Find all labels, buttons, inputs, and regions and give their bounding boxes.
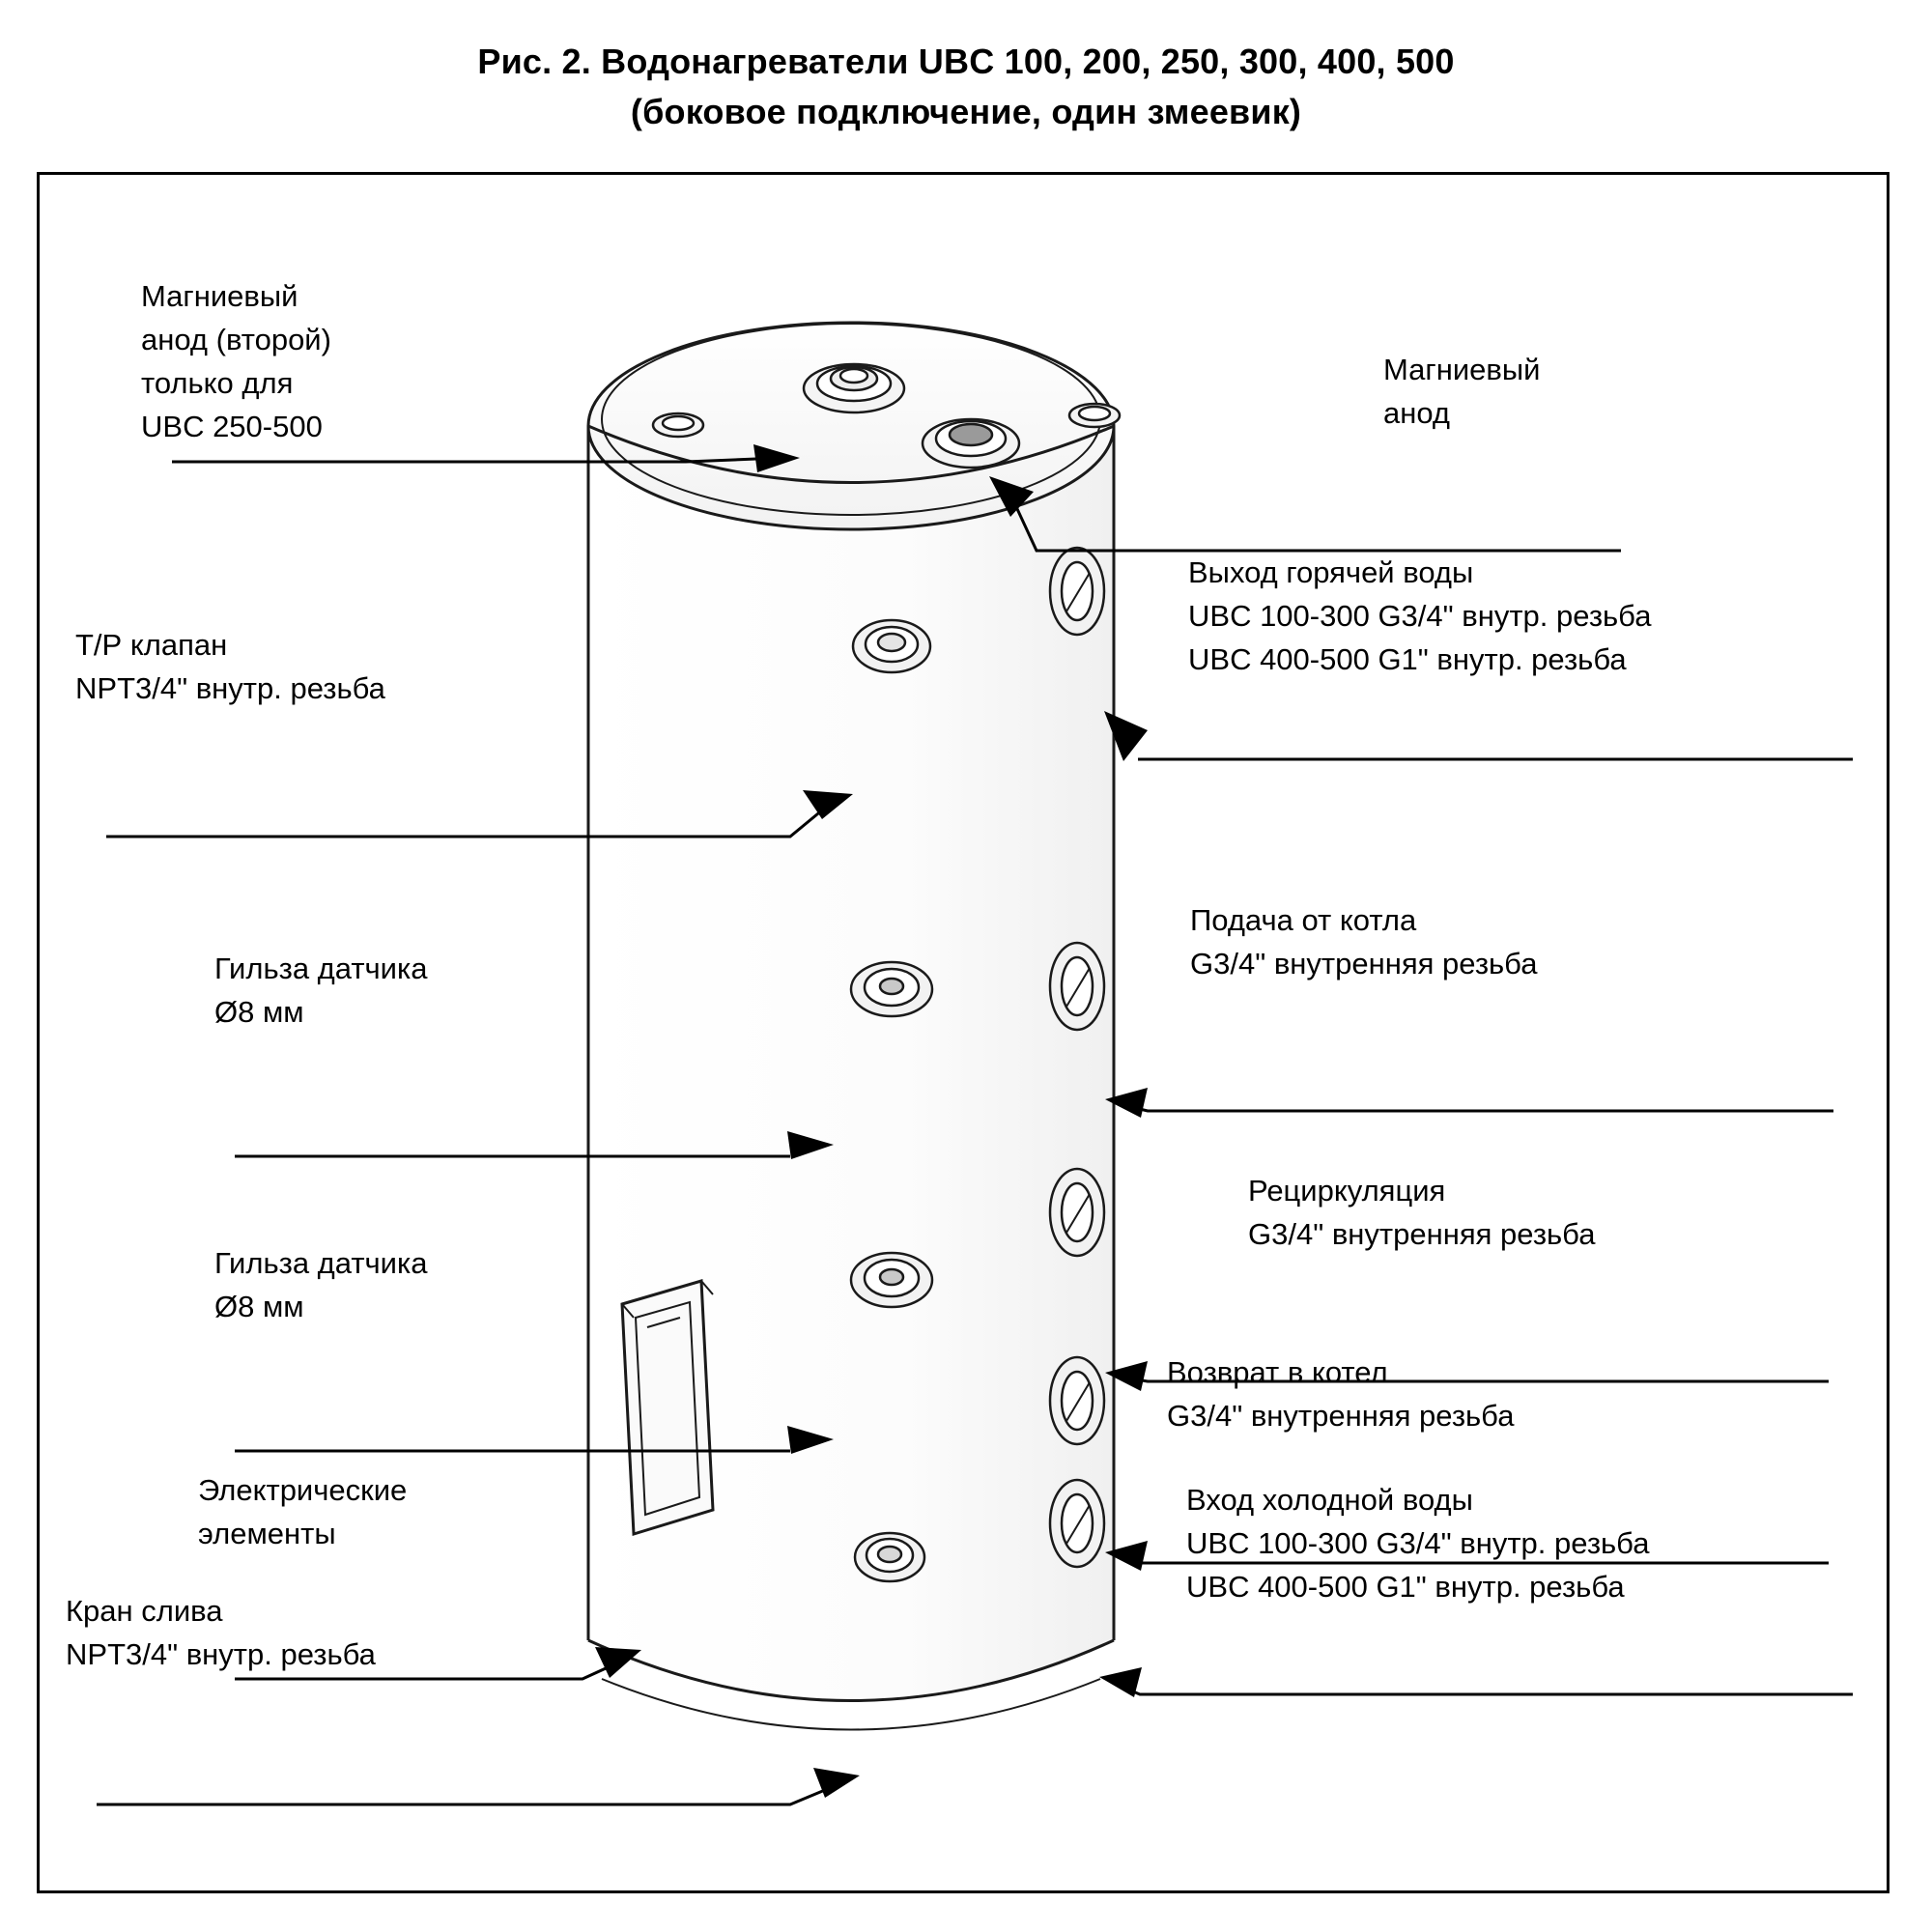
label-boiler-supply: [1190, 898, 1537, 985]
port-sensor-sleeve-top: [851, 962, 932, 1016]
label-hot-water-line-2: UBC 100-300 G3/4" внутр. резьба: [1188, 599, 1652, 633]
label-sensor-top-line-1: Гильза датчика: [214, 952, 428, 985]
label-hot-water-line-3: UBC 400-500 G1" внутр. резьба: [1188, 642, 1627, 676]
label-boiler-return: [1167, 1350, 1514, 1437]
label-anode-second-line-2: анод (второй): [141, 323, 331, 356]
label-recirculation-line-2: G3/4" внутренняя резьба: [1248, 1217, 1596, 1251]
port-top-right-small: [1069, 404, 1120, 427]
label-boiler-supply-line-2: G3/4" внутренняя резьба: [1190, 947, 1538, 980]
port-boiler-return: [1050, 1357, 1104, 1444]
label-boiler-return-line-2: G3/4" внутренняя резьба: [1167, 1399, 1515, 1433]
port-drain-valve: [855, 1533, 924, 1581]
port-magnesium-anode-second: [804, 364, 904, 412]
label-drain-valve-line-2: NPT3/4" внутр. резьба: [66, 1637, 376, 1671]
label-electric-elements: [198, 1468, 407, 1555]
label-tp-valve: [75, 623, 385, 710]
port-boiler-supply: [1050, 943, 1104, 1030]
port-recirculation: [1050, 1169, 1104, 1256]
label-cold-water-line-1: Вход холодной воды: [1186, 1483, 1473, 1517]
label-sensor-bottom-line-1: Гильза датчика: [214, 1246, 428, 1280]
label-cold-water-line-2: UBC 100-300 G3/4" внутр. резьба: [1186, 1526, 1650, 1560]
label-boiler-return-line-1: Возврат в котел: [1167, 1355, 1388, 1389]
label-tp-valve-line-2: NPT3/4" внутр. резьба: [75, 671, 385, 705]
label-magnesium-anode: [1383, 348, 1540, 435]
label-cold-water-inlet: [1186, 1478, 1649, 1608]
label-recirculation-line-1: Рециркуляция: [1248, 1174, 1446, 1208]
label-hot-water-line-1: Выход горячей воды: [1188, 555, 1474, 589]
port-sensor-sleeve-bottom: [851, 1253, 932, 1307]
label-drain-valve-line-1: Кран слива: [66, 1594, 223, 1628]
figure-title: [0, 37, 1932, 137]
label-electric-line-2: элементы: [198, 1517, 336, 1550]
label-sensor-sleeve-top: [214, 947, 427, 1034]
port-top-left-small: [653, 413, 703, 437]
label-magnesium-anode-second: [141, 274, 331, 448]
label-recirculation: [1248, 1169, 1595, 1256]
label-cold-water-line-3: UBC 400-500 G1" внутр. резьба: [1186, 1570, 1625, 1604]
port-hot-water-outlet: [1050, 548, 1104, 635]
label-drain-valve: [66, 1589, 376, 1676]
label-electric-line-1: Электрические: [198, 1473, 408, 1507]
label-anode-second-line-1: Магниевый: [141, 279, 298, 313]
label-hot-water-outlet: [1188, 551, 1651, 681]
port-tp-valve: [853, 620, 930, 672]
label-anode-second-line-3: только для: [141, 366, 294, 400]
port-cold-water-inlet: [1050, 1480, 1104, 1567]
figure-title-line-2: (боковое подключение, один змеевик): [630, 92, 1302, 131]
label-anode-line-1: Магниевый: [1383, 353, 1541, 386]
port-magnesium-anode-main: [923, 419, 1019, 468]
label-tp-valve-line-1: Т/Р клапан: [75, 628, 228, 662]
label-sensor-bottom-line-2: Ø8 мм: [214, 1290, 304, 1323]
electric-elements-cover: [622, 1281, 713, 1534]
label-boiler-supply-line-1: Подача от котла: [1190, 903, 1417, 937]
label-anode-second-line-4: UBC 250-500: [141, 410, 323, 443]
figure-title-line-1: Рис. 2. Водонагреватели UBC 100, 200, 250, 300, 400, 500: [477, 42, 1455, 81]
label-sensor-top-line-2: Ø8 мм: [214, 995, 304, 1029]
tank-body: [588, 426, 1114, 1730]
label-sensor-sleeve-bottom: [214, 1241, 427, 1328]
label-anode-line-2: анод: [1383, 396, 1451, 430]
